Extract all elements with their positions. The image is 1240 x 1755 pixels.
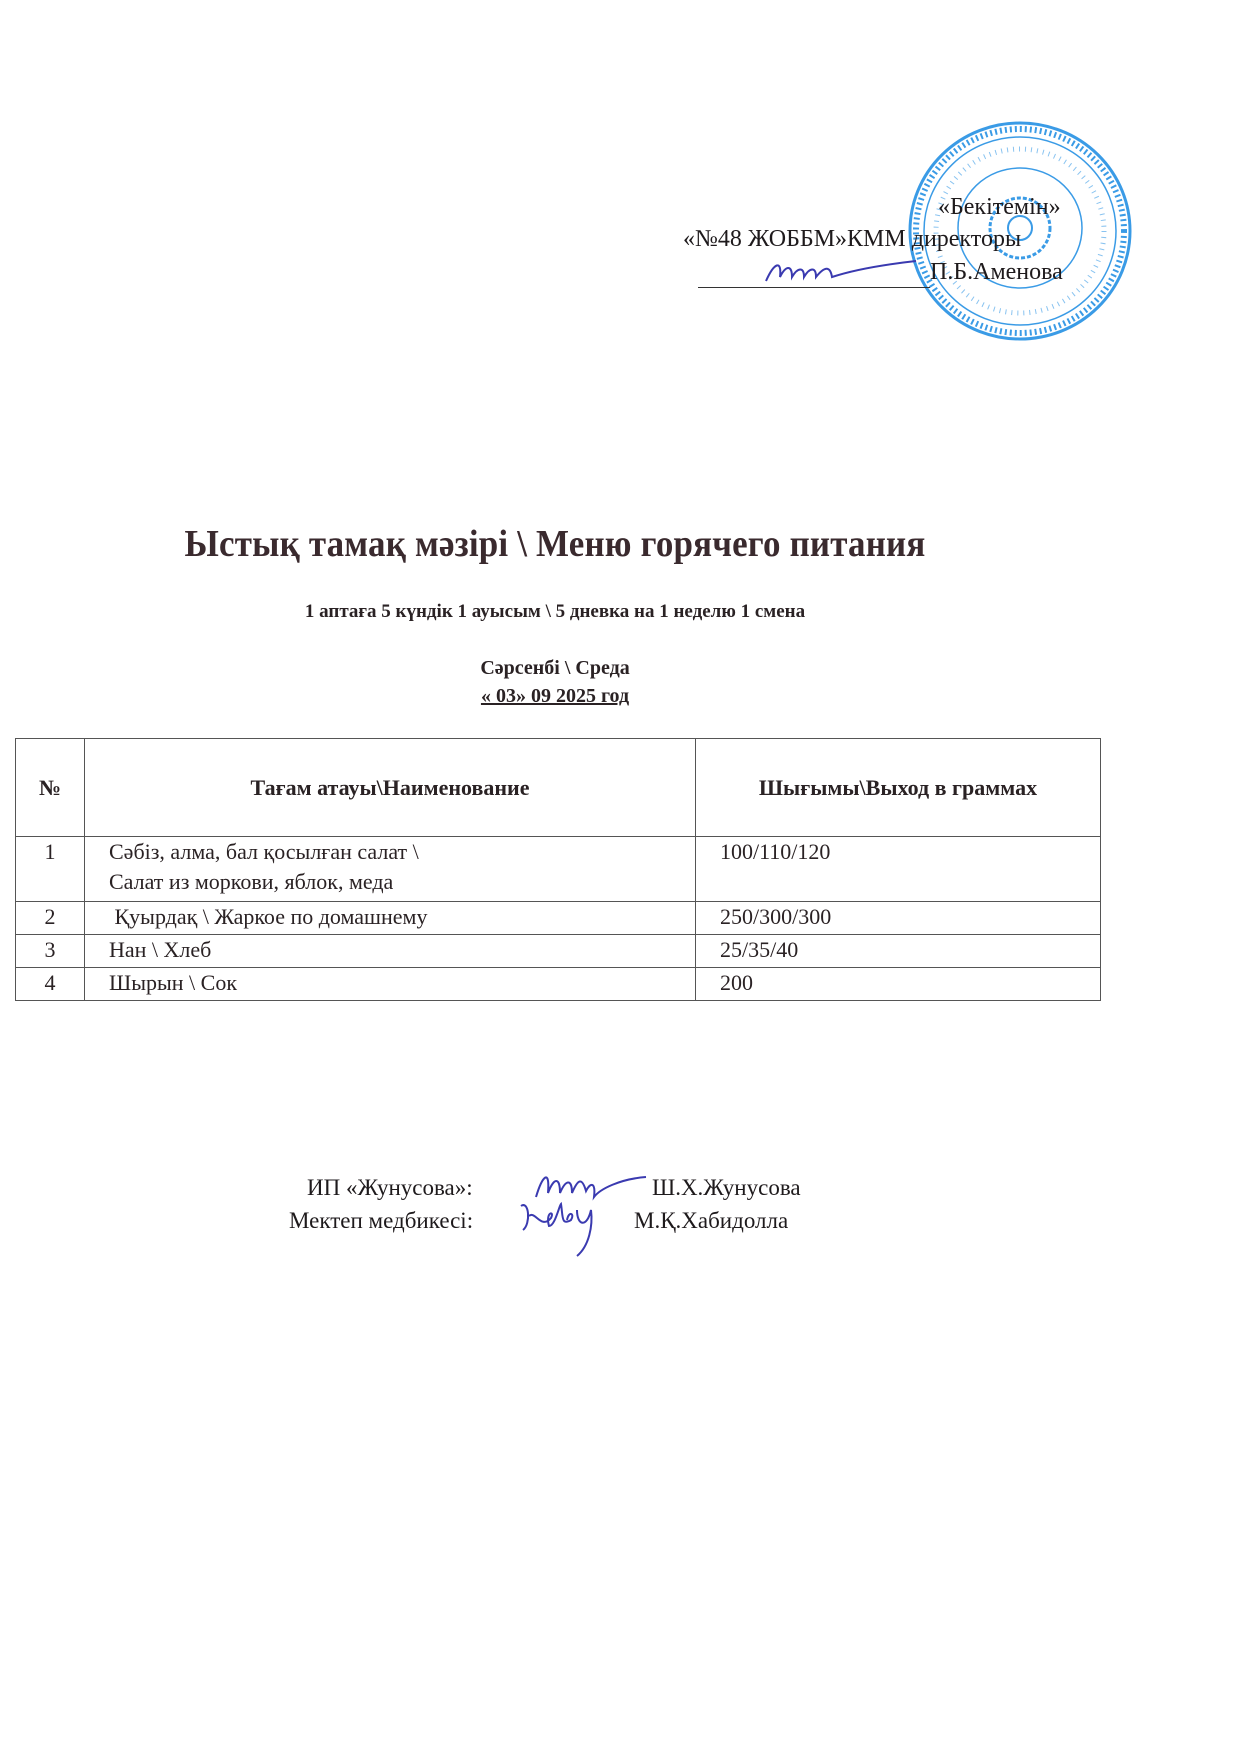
page-title: Ыстық тамақ мәзірі \ Меню горячего питания — [184, 523, 926, 565]
weekday: Сәрсенбі \ Среда — [480, 657, 630, 679]
signature-name: М.Қ.Хабидолла — [634, 1208, 789, 1233]
approval-name: П.Б.Аменова — [930, 259, 1063, 285]
subtitle: 1 аптаға 5 күндік 1 ауысым \ 5 дневка на 1 неделю 1 смена — [304, 601, 806, 622]
row-name: Қуырдақ \ Жаркое по домашнему — [85, 902, 696, 935]
menu-date — [0, 685, 1110, 708]
approval-signature-line — [698, 287, 930, 288]
row-number: 1 — [16, 837, 85, 902]
table-header-row — [16, 739, 1101, 837]
approval-title: «Бекітемін» — [938, 194, 1061, 220]
row-name: Шырын \ Сок — [85, 968, 696, 1001]
date-text: « 03» 09 2025 год — [480, 685, 630, 707]
table-row — [16, 837, 1101, 902]
row-name-line: Салат из моркови, яблок, меда — [109, 869, 394, 894]
signature-name: Ш.Х.Жунусова — [652, 1175, 801, 1200]
table-row — [16, 935, 1101, 968]
row-name — [85, 837, 696, 902]
col-output: Шығымы\Выход в граммах — [696, 739, 1101, 837]
signature-label: ИП «Жунусова»: — [307, 1175, 473, 1200]
row-output: 100/110/120 — [696, 837, 1101, 902]
director-signature — [760, 255, 920, 287]
row-output: 200 — [696, 968, 1101, 1001]
row-number: 4 — [16, 968, 85, 1001]
approval-position: «№48 ЖОББМ»КММ директоры — [683, 226, 1022, 252]
table-row — [16, 968, 1101, 1001]
menu-table — [15, 738, 1101, 1001]
row-name-line: Сәбіз, алма, бал қосылған салат \ — [109, 839, 419, 864]
col-number: № — [16, 739, 85, 837]
row-number: 2 — [16, 902, 85, 935]
table-row — [16, 902, 1101, 935]
signature-label: Мектеп медбикесі: — [289, 1208, 474, 1233]
row-output: 250/300/300 — [696, 902, 1101, 935]
row-output: 25/35/40 — [696, 935, 1101, 968]
nurse-signature — [515, 1196, 615, 1260]
row-name: Нан \ Хлеб — [85, 935, 696, 968]
col-name: Тағам атауы\Наименование — [85, 739, 696, 837]
row-number: 3 — [16, 935, 85, 968]
